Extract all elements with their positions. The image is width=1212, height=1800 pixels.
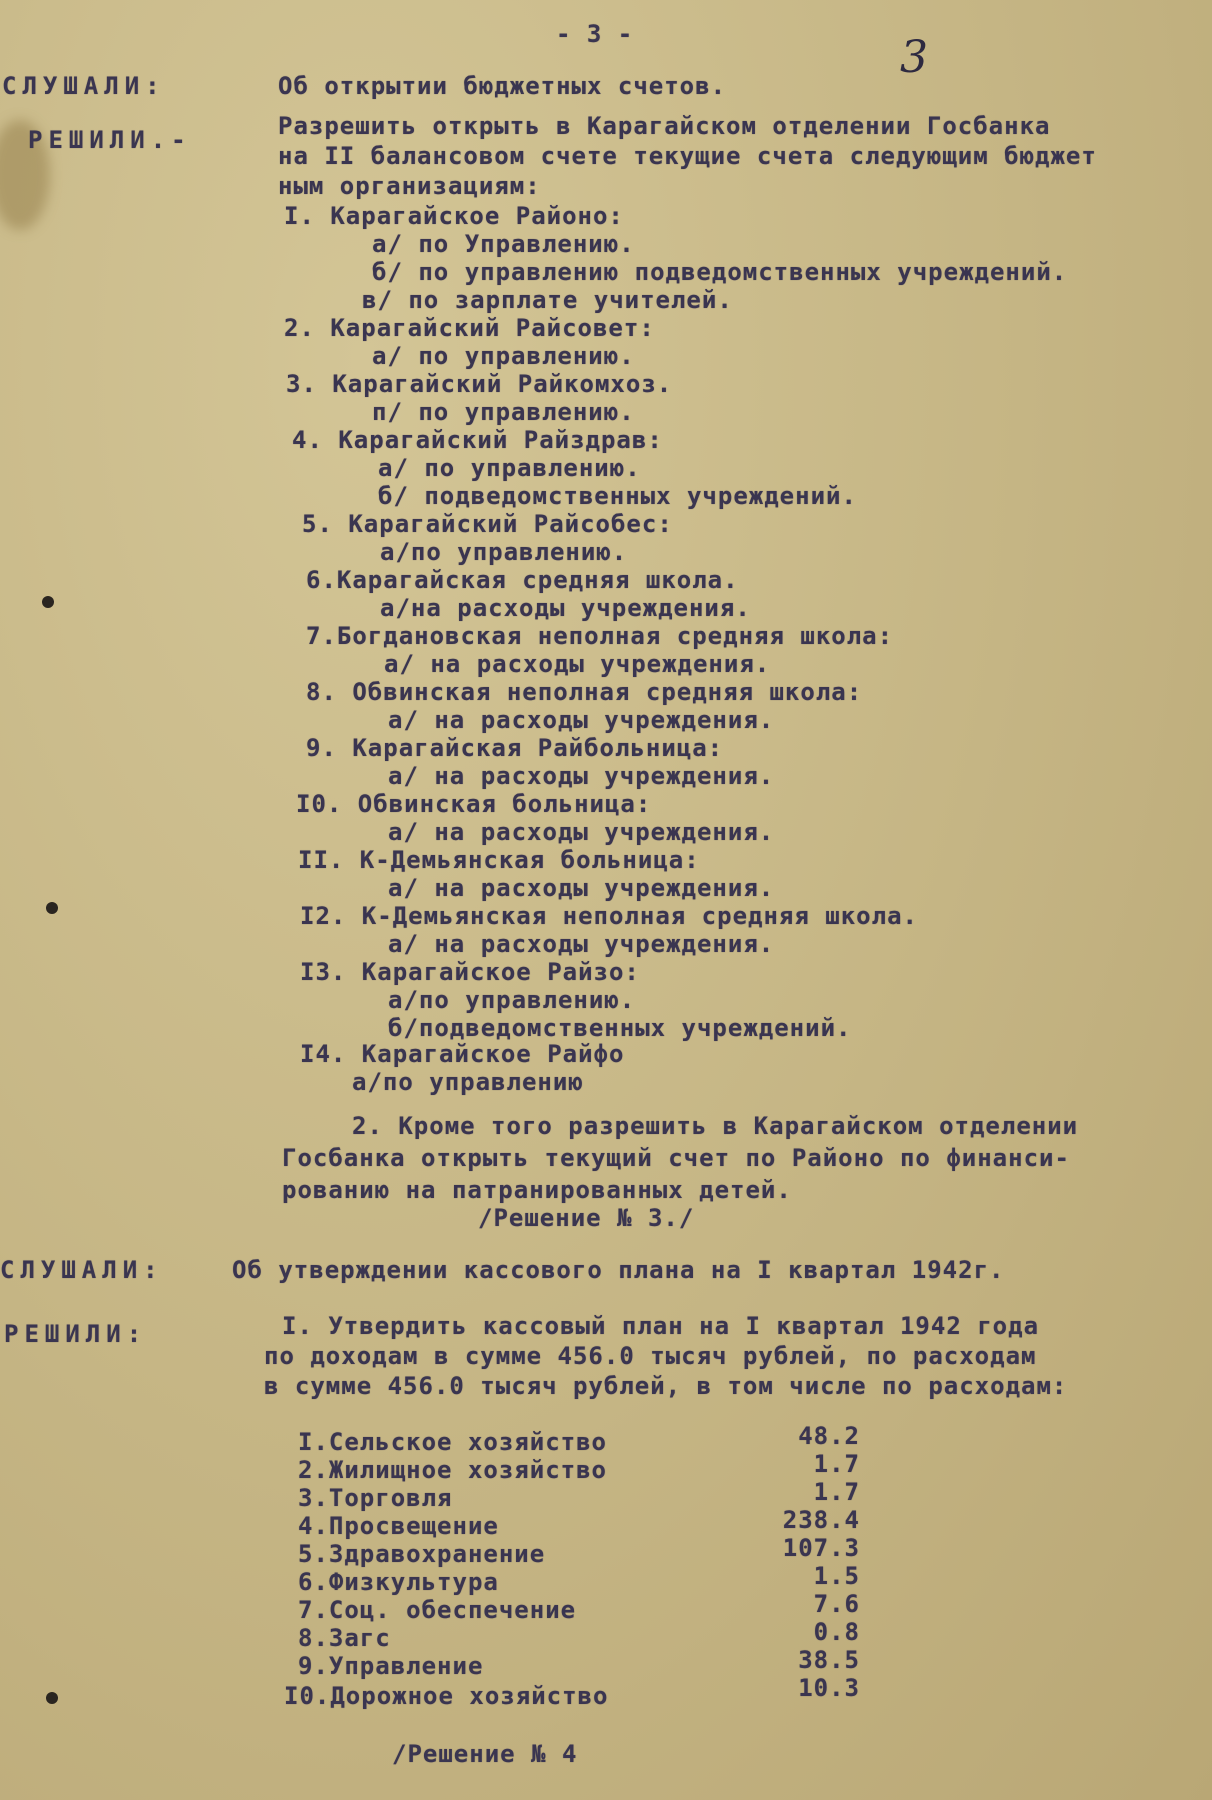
list-subitem: а/ на расходы учреждения.: [388, 874, 775, 902]
budget-item-value: 1.5: [813, 1562, 860, 1590]
budget-item-value: 38.5: [798, 1646, 860, 1674]
budget-item-value: 1.7: [813, 1450, 860, 1478]
intro-line: в сумме 456.0 тысяч рублей, в том числе по расходам:: [264, 1372, 1068, 1400]
intro-line: по доходам в сумме 456.0 тысяч рублей, по расходам: [264, 1342, 1037, 1370]
point-2-line: рованию на патранированных детей.: [282, 1176, 792, 1204]
list-subitem: а/на расходы учреждения.: [380, 594, 751, 622]
point-2-line: Госбанка открыть текущий счет по Районо по финанси-: [282, 1144, 1070, 1172]
list-item: I0. Обвинская больница:: [296, 790, 652, 818]
list-subitem: в/ по зарплате учителей.: [362, 286, 733, 314]
list-subitem: а/ по управлению.: [372, 342, 635, 370]
slushali-text: Об утверждении кассового плана на I квартал 1942г.: [232, 1256, 1005, 1284]
slushali-label: СЛУШАЛИ:: [2, 72, 166, 100]
budget-item-value: 238.4: [782, 1506, 860, 1534]
list-subitem: б/ по управлению подведомственных учреждений.: [372, 258, 1068, 286]
intro-line: I. Утвердить кассовый план на I квартал 1942 года: [282, 1312, 1040, 1340]
budget-item-name: 8.Загс: [298, 1624, 391, 1652]
list-subitem: б/ подведомственных учреждений.: [378, 482, 857, 510]
intro-line: ным организациям:: [278, 172, 541, 200]
slushali-label: СЛУШАЛИ:: [0, 1256, 164, 1284]
list-item: II. К-Демьянская больница:: [298, 846, 700, 874]
budget-item-name: 4.Просвещение: [298, 1512, 499, 1540]
decision-ref: /Решение № 3./: [478, 1204, 695, 1232]
list-item: I4. Карагайское Райфо: [300, 1040, 625, 1068]
intro-line: Разрешить открыть в Карагайском отделении Госбанка: [278, 112, 1051, 140]
list-subitem: а/ по управлению.: [378, 454, 641, 482]
list-subitem: а/ на расходы учреждения.: [388, 762, 775, 790]
list-subitem: а/ на расходы учреждения.: [388, 818, 775, 846]
list-subitem: п/ по управлению.: [372, 398, 635, 426]
reshili-label: РЕШИЛИ.-: [28, 126, 192, 154]
budget-item-name: 2.Жилищное хозяйство: [298, 1456, 607, 1484]
list-item: I3. Карагайское Райзо:: [300, 958, 640, 986]
list-subitem: а/по управлению.: [380, 538, 628, 566]
budget-item-value: 7.6: [813, 1590, 860, 1618]
budget-item-name: 3.Торговля: [298, 1484, 453, 1512]
budget-item-value: 107.3: [782, 1534, 860, 1562]
budget-item-name: 6.Физкультура: [298, 1568, 499, 1596]
list-subitem: а/ на расходы учреждения.: [388, 706, 775, 734]
budget-item-name: I.Сельское хозяйство: [298, 1428, 607, 1456]
punch-hole: [46, 902, 58, 914]
list-item: 7.Богдановская неполная средняя школа:: [306, 622, 894, 650]
budget-item-name: 7.Соц. обеспечение: [298, 1596, 577, 1624]
list-subitem: а/по управлению.: [388, 986, 636, 1014]
list-item: 9. Карагайская Райбольница:: [306, 734, 724, 762]
list-item: 3. Карагайский Райкомхоз.: [286, 370, 673, 398]
list-item: I2. К-Демьянская неполная средняя школа.: [300, 902, 918, 930]
list-item: 6.Карагайская средняя школа.: [306, 566, 739, 594]
point-2-line: 2. Кроме того разрешить в Карагайском отделении: [352, 1112, 1079, 1140]
slushali-text: Об открытии бюджетных счетов.: [278, 72, 727, 100]
list-subitem: а/ на расходы учреждения.: [384, 650, 771, 678]
reshili-label: РЕШИЛИ:: [4, 1320, 148, 1348]
list-item: 2. Карагайский Райсовет:: [284, 314, 655, 342]
list-subitem: б/подведомственных учреждений.: [388, 1014, 852, 1042]
budget-item-value: 10.3: [798, 1674, 860, 1702]
list-subitem: а/ по Управлению.: [372, 230, 635, 258]
list-subitem: а/по управлению: [352, 1068, 584, 1096]
budget-item-name: I0.Дорожное хозяйство: [284, 1682, 609, 1710]
list-subitem: а/ на расходы учреждения.: [388, 930, 775, 958]
budget-item-value: 0.8: [813, 1618, 860, 1646]
list-item: I. Карагайское Районо:: [284, 202, 624, 230]
budget-item-name: 9.Управление: [298, 1652, 484, 1680]
list-item: 4. Карагайский Райздрав:: [292, 426, 663, 454]
budget-item-value: 48.2: [798, 1422, 860, 1450]
list-item: 8. Обвинская неполная средняя школа:: [306, 678, 863, 706]
intro-line: на II балансовом счете текущие счета следующим бюджет: [278, 142, 1097, 170]
handwritten-sheet-number: 3: [900, 32, 928, 83]
punch-hole: [42, 596, 54, 608]
budget-item-name: 5.Здравохранение: [298, 1540, 546, 1568]
decision-ref: /Решение № 4: [392, 1740, 578, 1768]
list-item: 5. Карагайский Райсобес:: [302, 510, 673, 538]
budget-item-value: 1.7: [813, 1478, 860, 1506]
punch-hole: [46, 1692, 58, 1704]
page-number: - 3 -: [556, 20, 634, 48]
